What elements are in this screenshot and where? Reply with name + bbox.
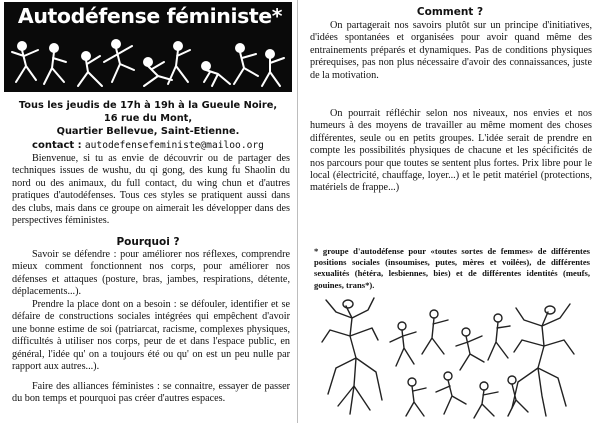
address-line: 16 rue du Mont, (103, 113, 193, 124)
pourquoi-paragraph-3: Faire des alliances féministes : se connaitre, essayer de passer du bon temps et pourquoi pas créer d'autres espaces. (12, 381, 290, 405)
mantis-fighters-illustration (316, 296, 586, 420)
pourquoi-paragraph-2: Prendre la place dont on a besoin : se défouler, identifier et se défaire de constructions sociales intégrées qui empêchent d'avoir une bonne estime de soi (patriarcat, racisme, complexes physiques, difficultés à utiliser nos corps, peur de et dans l'espace public, en général, l'idée qu' on a toujours été ou qu' on est un peu nulle par rapport aux autres...). (12, 299, 290, 373)
neighborhood-line: Quartier Bellevue, Saint-Etienne. (56, 126, 240, 137)
column-divider (297, 0, 298, 423)
comment-paragraph-2: On pourrait réfléchir selon nos niveaux, nos envies et nos humeurs à des moyens de travailler au même moment des choses différentes, seule ou en petits groupes. L'idée serait de prendre en compte les possibilités physiques de chacune et les spécificités de nos parcours pour que toutes se sentent plus fortes. Prix libre pour le local (électricité, chauffage, loyer...) et le petit matériel (protections, matériels de frappe...) (310, 108, 592, 194)
intro-paragraph: Bienvenue, si tu as envie de découvrir ou de partager des techniques issues de wushu, du qi gong, des kung fu Shaolin du nord ou des animaux, du full contact, du wing chun et d'autres pratiques d'autodéfenses. Tous ces styles se pratiquent aussi dans des clubs, mais dans ce groupe on aimerait les développer dans des perspectives féministes. (12, 153, 290, 227)
schedule-line: Tous les jeudis de 17h à 19h à la Gueule Noire, (18, 100, 278, 111)
contact-email[interactable]: autodefensefeministe@mailoo.org (84, 140, 264, 151)
contact-line (0, 140, 296, 152)
left-column (0, 0, 296, 423)
banner-title: Autodéfense féministe* (17, 4, 283, 28)
pourquoi-paragraph-1: Savoir se défendre : pour améliorer nos réflexes, comprendre mieux comment fonctionnent nos corps, pour améliorer nos défenses et attaques (posture, bras, jambes, respirations, détente, déplacements...). (12, 249, 290, 298)
title-banner (4, 2, 292, 92)
contact-label: contact : (32, 140, 82, 151)
martial-arts-figures-illustration (8, 36, 288, 90)
comment-heading: Comment ? (416, 6, 484, 18)
pourquoi-heading: Pourquoi ? (116, 236, 180, 248)
footnote: * groupe d'autodéfense pour «toutes sortes de femmes» de différentes positions sociales (insoumises, putes, mères et voilées), de différentes sexualités (hétéra, lesbiennes, bies) et de différentes identités (meufs, gouines, trans*). (314, 246, 590, 290)
right-column (300, 0, 600, 423)
comment-paragraph-1: On partagerait nos savoirs plutôt sur un principe d'initiatives, d'idées spontanées et organisées pour avoir quand même des entrainements préparés et dynamiques. Pas de conditions physiques prérequises, pas non plus nécessaire d'avoir des connaissances, juste de la motivation. (310, 20, 592, 81)
